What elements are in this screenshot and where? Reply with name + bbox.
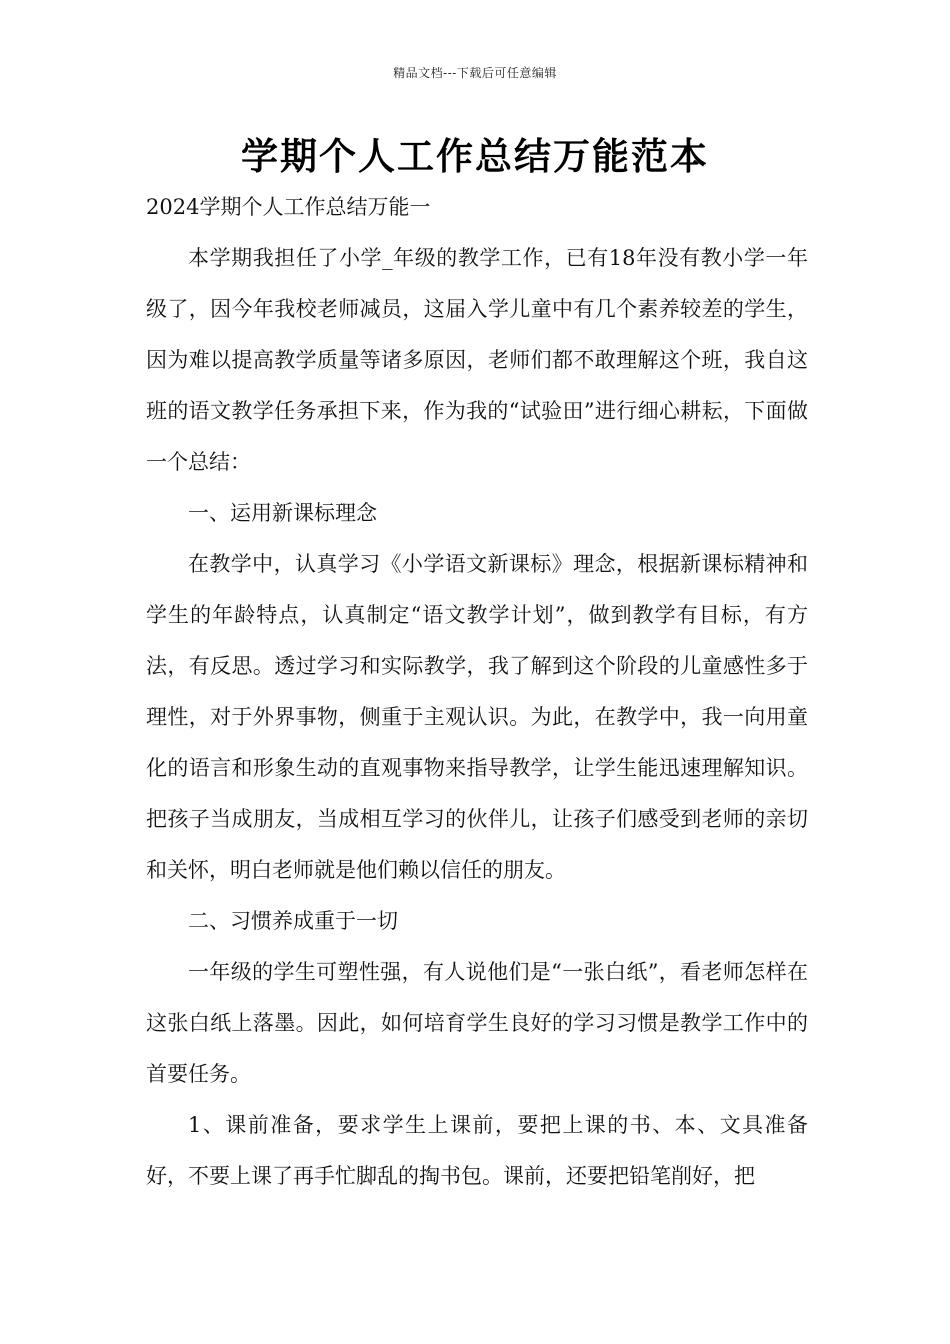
section-heading-1: 一、运用新课标理念	[188, 501, 377, 525]
document-subtitle: 2024学期个人工作总结万能一	[146, 195, 431, 219]
paragraph-intro: 本学期我担任了小学_年级的教学工作，已有18年没有教小学一年级了，因今年我校老师减员，这届入学儿童中有几个素养较差的学生，因为难以提高教学质量等诸多原因，老师们都不敢理解这个班，我自这班的语文教学任务承担下来，作为我的“试验田”进行细心耕耘，下面做一个总结：	[146, 246, 808, 474]
document-title: 学期个人工作总结万能范本	[241, 135, 709, 178]
section-heading-2: 二、习惯养成重于一切	[188, 909, 398, 933]
paragraph-section-2: 一年级的学生可塑性强，有人说他们是“一张白纸”，看老师怎样在这张白纸上落墨。因此，如何培育学生良好的学习习惯是教学工作中的首要任务。	[146, 960, 808, 1086]
paragraph-section-1: 在教学中，认真学习《小学语文新课标》理念，根据新课标精神和学生的年龄特点，认真制定“语文教学计划”，做到教学有目标，有方法，有反思。透过学习和实际教学，我了解到这个阶段的儿童感性多于理性，对于外界事物，侧重于主观认识。为此，在教学中，我一向用童化的语言和形象生动的直观事物来指导教学，让学生能迅速理解知识。把孩子当成朋友，当成相互学习的伙伴儿，让孩子们感受到老师的亲切和关怀，明白老师就是他们赖以信任的朋友。	[146, 552, 808, 882]
document-body	[146, 182, 808, 1202]
paragraph-item-1: 1、课前准备，要求学生上课前，要把上课的书、本、文具准备好，不要上课了再手忙脚乱的掏书包。课前，还要把铅笔削好，把	[146, 1113, 808, 1188]
header-note: 精品文档---下载后可任意编辑	[393, 66, 557, 80]
